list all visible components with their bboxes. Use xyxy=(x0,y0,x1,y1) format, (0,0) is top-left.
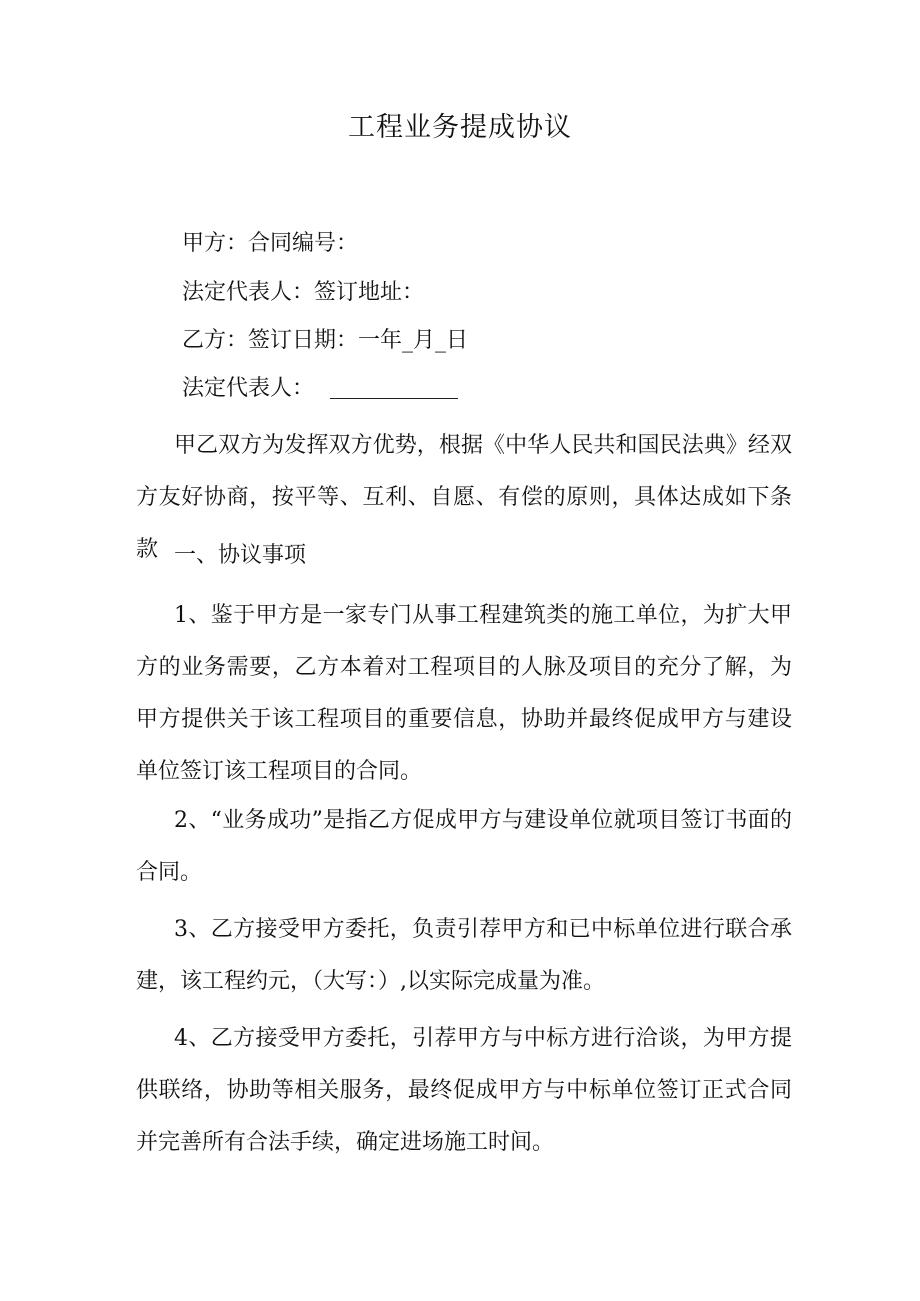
signature-blank xyxy=(330,376,458,399)
document-title: 工程业务提成协议 xyxy=(348,112,572,143)
clause-3: 3、乙方接受甲方委托，负责引荐甲方和已中标单位进行联合承建，该工程约元，（大写：）,以实际完成量为准。 xyxy=(136,917,792,994)
intro-paragraph: 甲乙双方为发挥双方优势，根据《中华人民共和国民法典》经双方友好协商，按平等、互利、自愿、有偿的原则，具体达成如下条款 xyxy=(136,433,792,562)
legal-rep-signature-line xyxy=(182,374,458,404)
party-a-line: 甲方：合同编号： xyxy=(182,231,359,256)
legal-rep-address-line: 法定代表人：签订地址： xyxy=(182,280,425,305)
legal-rep-label: 法定代表人： xyxy=(182,376,315,401)
clause-4: 4、乙方接受甲方委托，引荐甲方与中标方进行洽谈，为甲方提供联络，协助等相关服务，最终促成甲方与中标单位签订正式合同并完善所有合法手续，确定进场施工时间。 xyxy=(136,1026,792,1155)
party-b-date-line: 乙方：签订日期：一年_月_日 xyxy=(182,328,469,353)
section-heading-1: 一、协议事项 xyxy=(174,543,307,568)
clause-2: 2、“业务成功”是指乙方促成甲方与建设单位就项目签订书面的合同。 xyxy=(136,808,792,885)
clause-1: 1、鉴于甲方是一家专门从事工程建筑类的施工单位，为扩大甲方的业务需要，乙方本着对工程项目的人脉及项目的充分了解，为甲方提供关于该工程项目的重要信息，协助并最终促成甲方与建设单位签订该工程项目的合同。 xyxy=(136,603,792,784)
